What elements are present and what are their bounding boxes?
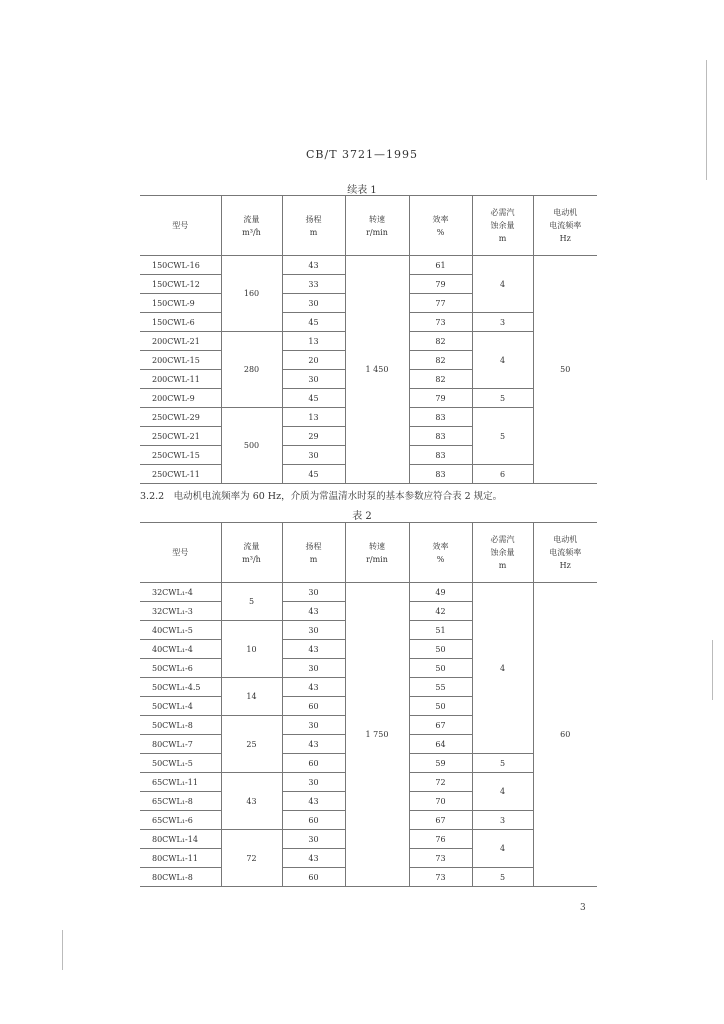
efficiency-cell: 67 (409, 811, 472, 830)
head-cell: 43 (282, 735, 345, 754)
efficiency-cell: 83 (409, 446, 472, 465)
model-cell: 40CWL₁-5 (140, 621, 221, 640)
head-cell: 60 (282, 754, 345, 773)
model-cell: 65CWL₁-6 (140, 811, 221, 830)
head-cell: 30 (282, 370, 345, 389)
efficiency-cell: 55 (409, 678, 472, 697)
efficiency-cell: 73 (409, 313, 472, 332)
flow-cell: 72 (221, 830, 282, 887)
npsh-cell: 4 (472, 583, 533, 754)
table2-header-model: 型号 (140, 523, 221, 583)
model-cell: 250CWL-15 (140, 446, 221, 465)
model-cell: 80CWL₁-11 (140, 849, 221, 868)
table1-header-efficiency: 效率 % (409, 196, 472, 256)
table2-header-frequency: 电动机 电流频率 Hz (533, 523, 597, 583)
model-cell: 250CWL-21 (140, 427, 221, 446)
table1-header-npsh: 必需汽 蚀余量 m (472, 196, 533, 256)
npsh-cell: 5 (472, 754, 533, 773)
efficiency-cell: 83 (409, 465, 472, 484)
efficiency-cell: 76 (409, 830, 472, 849)
table1-header-frequency: 电动机 电流频率 Hz (533, 196, 597, 256)
flow-cell: 43 (221, 773, 282, 830)
table2-header-row (140, 523, 597, 583)
npsh-cell: 5 (472, 868, 533, 887)
efficiency-cell: 49 (409, 583, 472, 602)
scan-edge-mark (706, 60, 707, 180)
flow-cell: 280 (221, 332, 282, 408)
efficiency-cell: 72 (409, 773, 472, 792)
model-cell: 32CWL₁-3 (140, 602, 221, 621)
table2-header-efficiency: 效率 % (409, 523, 472, 583)
efficiency-cell: 82 (409, 332, 472, 351)
head-cell: 30 (282, 621, 345, 640)
standard-code-header: CB/T 3721—1995 (305, 148, 419, 161)
model-cell: 50CWL₁-6 (140, 659, 221, 678)
head-cell: 60 (282, 697, 345, 716)
head-cell: 30 (282, 583, 345, 602)
model-cell: 150CWL-9 (140, 294, 221, 313)
efficiency-cell: 73 (409, 849, 472, 868)
table1-header-head: 扬程 m (282, 196, 345, 256)
model-cell: 200CWL-15 (140, 351, 221, 370)
model-cell: 80CWL₁-7 (140, 735, 221, 754)
flow-cell: 5 (221, 583, 282, 621)
efficiency-cell: 51 (409, 621, 472, 640)
npsh-cell: 4 (472, 256, 533, 313)
efficiency-cell: 83 (409, 427, 472, 446)
flow-cell: 160 (221, 256, 282, 332)
efficiency-cell: 50 (409, 640, 472, 659)
head-cell: 43 (282, 602, 345, 621)
head-cell: 43 (282, 256, 345, 275)
npsh-cell: 5 (472, 408, 533, 465)
table-row (140, 583, 597, 602)
head-cell: 43 (282, 792, 345, 811)
efficiency-cell: 50 (409, 659, 472, 678)
frequency-cell: 60 (533, 583, 597, 887)
head-cell: 43 (282, 849, 345, 868)
head-cell: 60 (282, 811, 345, 830)
speed-cell: 1 450 (345, 256, 409, 484)
flow-cell: 500 (221, 408, 282, 484)
head-cell: 43 (282, 640, 345, 659)
npsh-cell: 4 (472, 773, 533, 811)
efficiency-cell: 50 (409, 697, 472, 716)
model-cell: 65CWL₁-8 (140, 792, 221, 811)
table2-header-flow: 流量 m³/h (221, 523, 282, 583)
table1 (140, 195, 597, 484)
head-cell: 13 (282, 408, 345, 427)
head-cell: 30 (282, 716, 345, 735)
table2-header-npsh: 必需汽 蚀余量 m (472, 523, 533, 583)
efficiency-cell: 70 (409, 792, 472, 811)
efficiency-cell: 61 (409, 256, 472, 275)
page-number: 3 (580, 903, 586, 913)
npsh-cell: 6 (472, 465, 533, 484)
npsh-cell: 4 (472, 830, 533, 868)
table2-header-head: 扬程 m (282, 523, 345, 583)
frequency-cell: 50 (533, 256, 597, 484)
speed-cell: 1 750 (345, 583, 409, 887)
table1-header-row (140, 196, 597, 256)
model-cell: 250CWL-29 (140, 408, 221, 427)
efficiency-cell: 73 (409, 868, 472, 887)
efficiency-cell: 83 (409, 408, 472, 427)
model-cell: 250CWL-11 (140, 465, 221, 484)
head-cell: 30 (282, 830, 345, 849)
efficiency-cell: 67 (409, 716, 472, 735)
head-cell: 45 (282, 465, 345, 484)
model-cell: 150CWL-6 (140, 313, 221, 332)
model-cell: 50CWL₁-4 (140, 697, 221, 716)
head-cell: 43 (282, 678, 345, 697)
head-cell: 30 (282, 773, 345, 792)
efficiency-cell: 77 (409, 294, 472, 313)
model-cell: 200CWL-21 (140, 332, 221, 351)
flow-cell: 14 (221, 678, 282, 716)
head-cell: 30 (282, 294, 345, 313)
table2-header-speed: 转速 r/min (345, 523, 409, 583)
model-cell: 50CWL₁-8 (140, 716, 221, 735)
npsh-cell: 5 (472, 389, 533, 408)
scan-edge-mark (712, 640, 713, 700)
table2 (140, 522, 597, 887)
efficiency-cell: 59 (409, 754, 472, 773)
head-cell: 13 (282, 332, 345, 351)
model-cell: 40CWL₁-4 (140, 640, 221, 659)
head-cell: 20 (282, 351, 345, 370)
model-cell: 80CWL₁-14 (140, 830, 221, 849)
efficiency-cell: 64 (409, 735, 472, 754)
model-cell: 50CWL₁-4.5 (140, 678, 221, 697)
model-cell: 50CWL₁-5 (140, 754, 221, 773)
efficiency-cell: 42 (409, 602, 472, 621)
table1-caption: 续表 1 (347, 185, 377, 196)
model-cell: 150CWL-16 (140, 256, 221, 275)
flow-cell: 25 (221, 716, 282, 773)
clause-3-2-2: 3.2.2 电动机电流频率为 60 Hz，介质为常温清水时泵的基本参数应符合表 2 规定。 (140, 491, 503, 502)
npsh-cell: 3 (472, 811, 533, 830)
model-cell: 80CWL₁-8 (140, 868, 221, 887)
efficiency-cell: 79 (409, 389, 472, 408)
model-cell: 200CWL-9 (140, 389, 221, 408)
npsh-cell: 3 (472, 313, 533, 332)
table-row (140, 256, 597, 275)
table2-caption: 表 2 (352, 511, 372, 522)
model-cell: 150CWL-12 (140, 275, 221, 294)
efficiency-cell: 82 (409, 370, 472, 389)
flow-cell: 10 (221, 621, 282, 678)
efficiency-cell: 82 (409, 351, 472, 370)
head-cell: 30 (282, 446, 345, 465)
head-cell: 60 (282, 868, 345, 887)
head-cell: 30 (282, 659, 345, 678)
head-cell: 29 (282, 427, 345, 446)
scan-edge-mark (62, 930, 63, 970)
table1-header-flow: 流量 m³/h (221, 196, 282, 256)
table1-header-model: 型号 (140, 196, 221, 256)
npsh-cell: 4 (472, 332, 533, 389)
model-cell: 200CWL-11 (140, 370, 221, 389)
head-cell: 45 (282, 313, 345, 332)
table1-header-speed: 转速 r/min (345, 196, 409, 256)
model-cell: 65CWL₁-11 (140, 773, 221, 792)
head-cell: 45 (282, 389, 345, 408)
efficiency-cell: 79 (409, 275, 472, 294)
model-cell: 32CWL₁-4 (140, 583, 221, 602)
head-cell: 33 (282, 275, 345, 294)
